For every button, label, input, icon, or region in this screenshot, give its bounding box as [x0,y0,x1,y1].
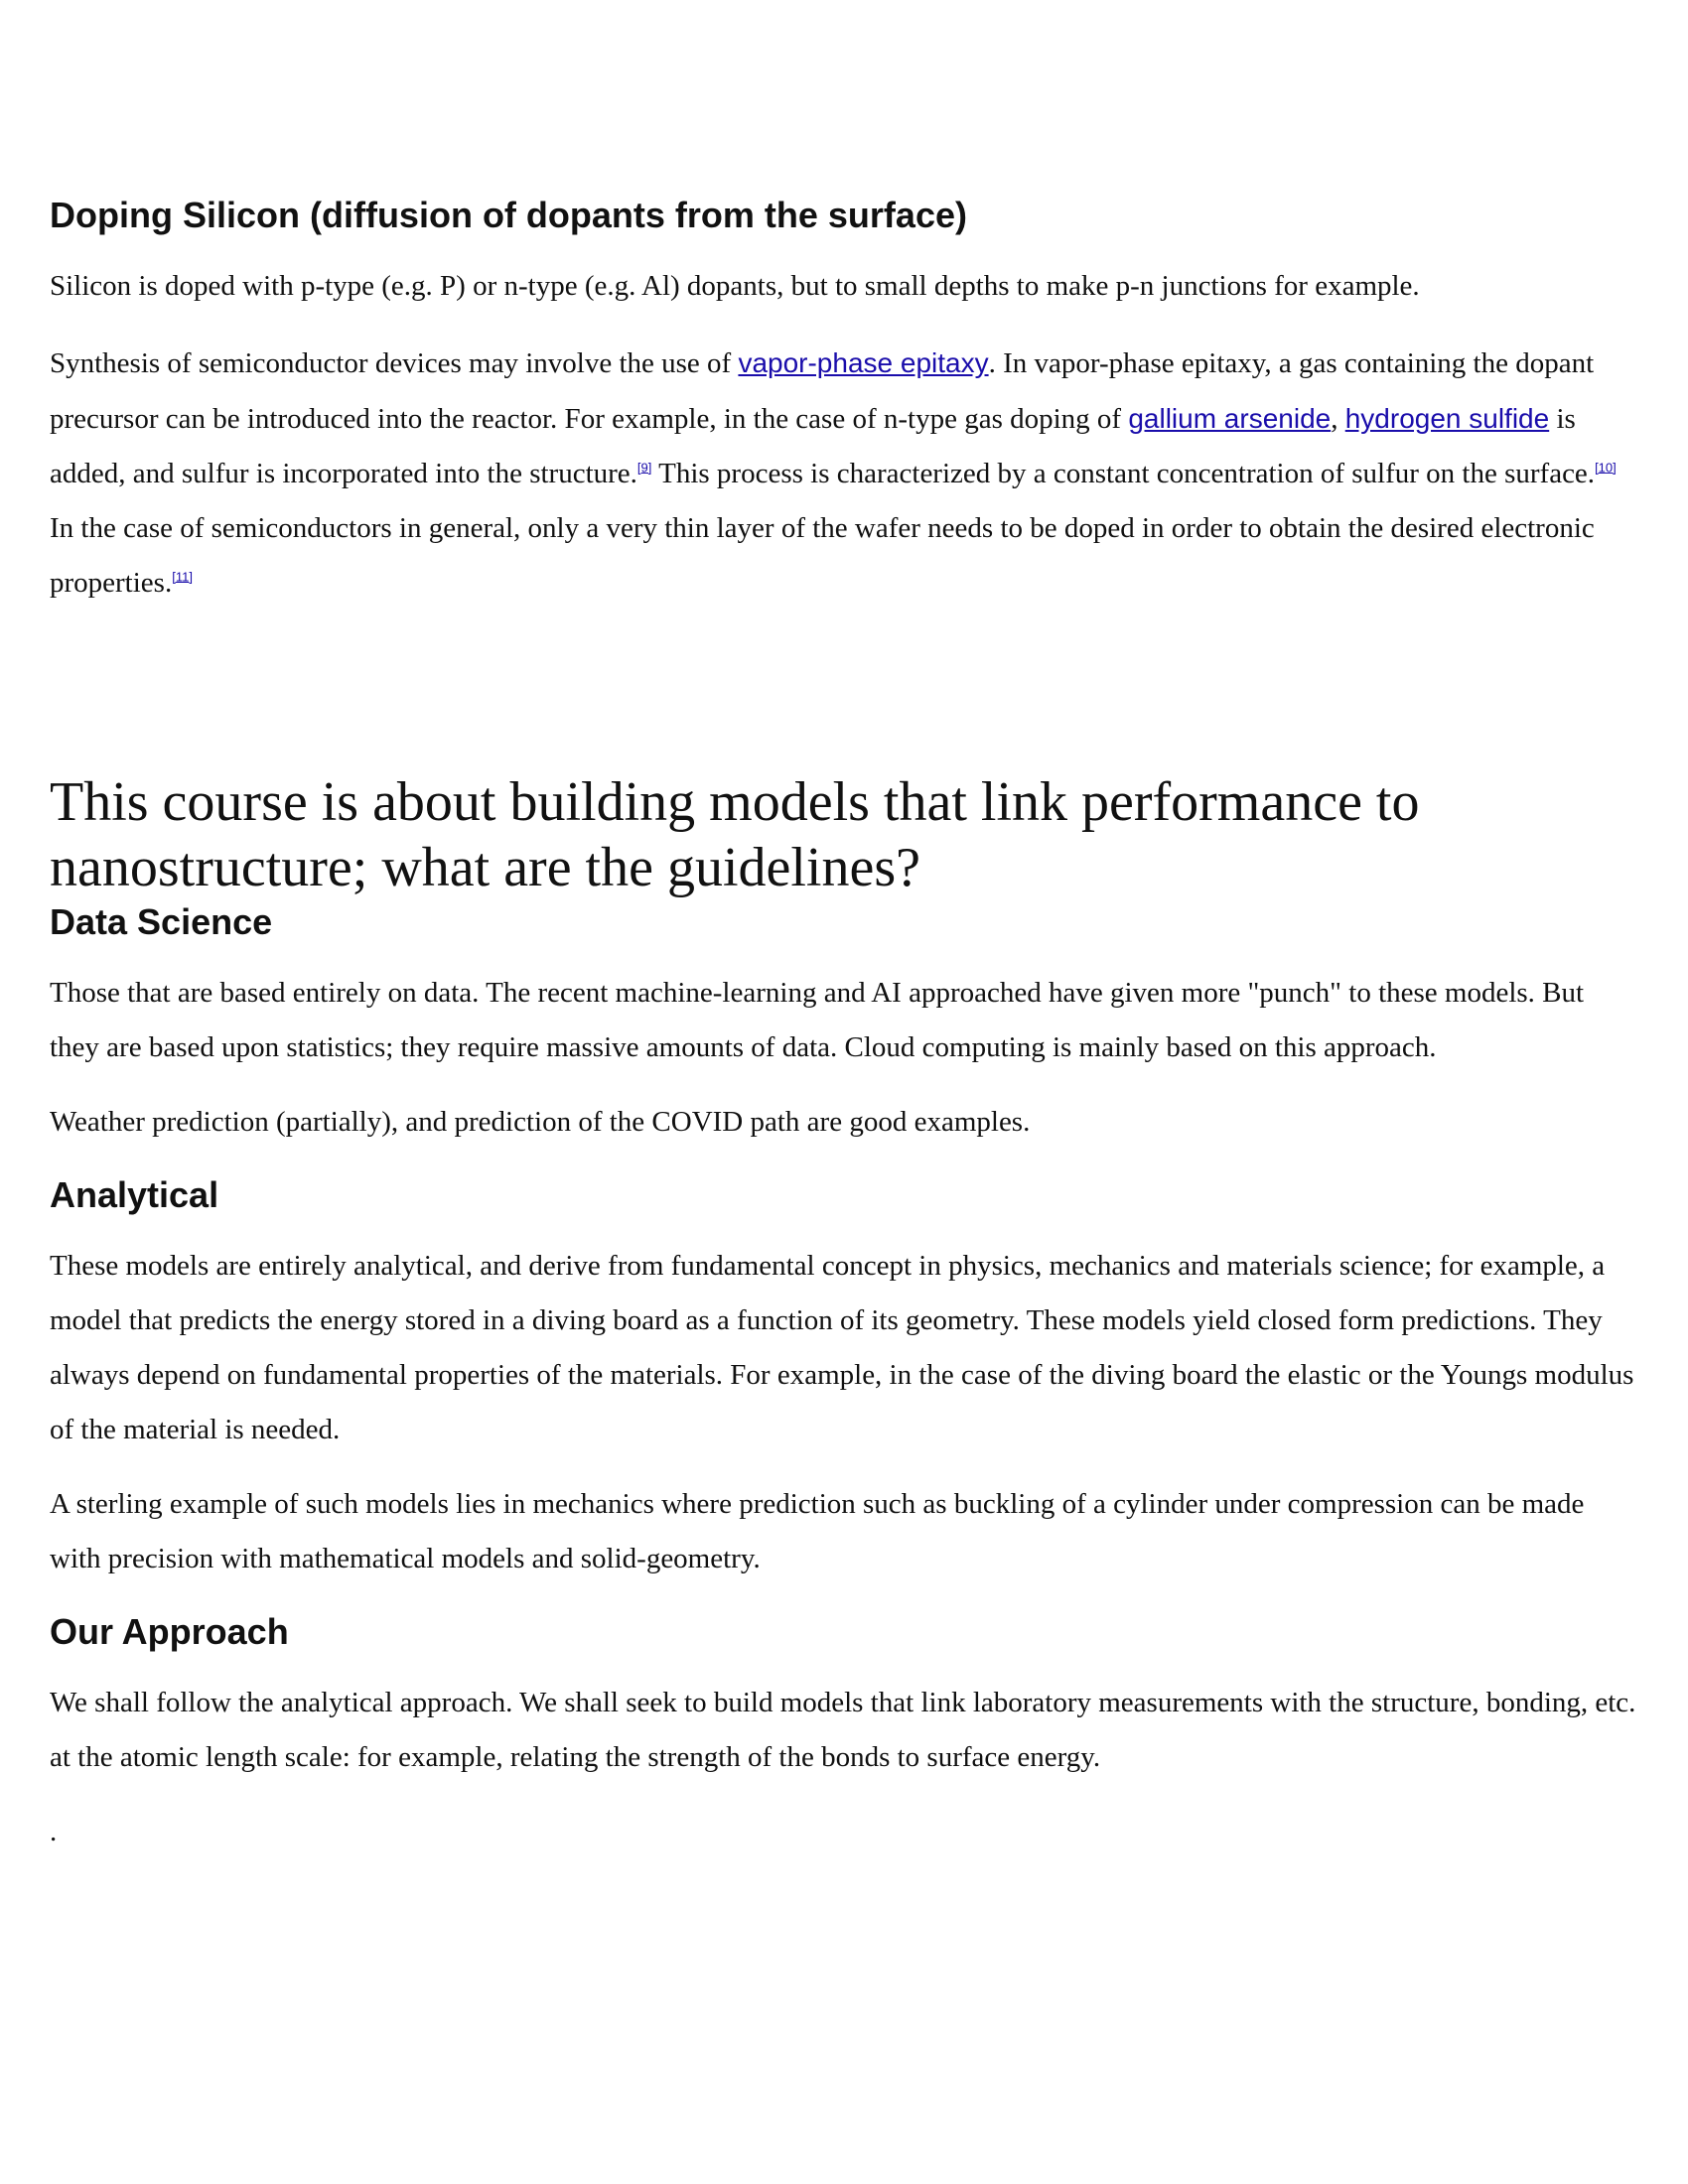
doping-text-1: Synthesis of semiconductor devices may involve the use of [50,347,739,379]
reference-11-link[interactable]: [11] [172,569,193,585]
our-approach-heading: Our Approach [50,1611,289,1652]
doping-paragraph-2 [50,336,1638,611]
course-title: This course is about building models that link performance to nanostructure; what are the guidelines? [50,771,1420,898]
analytical-paragraph-1: These models are entirely analytical, and derive from fundamental concept in physics, mechanics and materials science; for example, a model that predicts the energy stored in a diving board as a function of its geometry. These models yield closed form predictions. They always depend on fundamental properties of the materials. For example, in the case of the diving board the elastic or the Youngs modulus of the material is needed. [50,1250,1634,1445]
data-science-paragraph-1: Those that are based entirely on data. The recent machine-learning and AI approached have given more "punch" to these models. But they are based upon statistics; they require massive amounts of data. Cloud computing is mainly based on this approach. [50,977,1585,1063]
analytical-heading: Analytical [50,1174,219,1215]
analytical-paragraph-2: A sterling example of such models lies in mechanics where prediction such as buckling of a cylinder under compression can be made with precision with mathematical models and solid-geometry. [50,1488,1585,1574]
data-science-heading: Data Science [50,901,273,942]
data-science-paragraph-2: Weather prediction (partially), and prediction of the COVID path are good examples. [50,1106,1031,1138]
vapor-phase-epitaxy-link[interactable]: vapor-phase epitaxy [738,347,989,378]
doping-paragraph-1: Silicon is doped with p-type (e.g. P) or n-type (e.g. Al) dopants, but to small depths to make p-n junctions for example. [50,270,1420,302]
doping-text-4: is added, and sulfur is incorporated into the structure. [50,403,1576,489]
hydrogen-sulfide-link[interactable]: hydrogen sulfide [1344,403,1550,434]
our-approach-paragraph-1: We shall follow the analytical approach. We shall seek to build models that link laboratory measurements with the structure, bonding, etc. at the atomic length scale: for example, relating the strength of the bonds to surface energy. [50,1687,1636,1773]
reference-10-link[interactable]: [10] [1595,460,1617,476]
document-page [50,194,1638,1859]
doping-text-2: . In vapor-phase epitaxy, a gas containing the dopant precursor can be introduced into the reactor. For example, in the case of n-type gas doping of [50,347,1595,435]
doping-text-6: In the case of semiconductors in general, only a very thin layer of the wafer needs to be doped in order to obtain the desired electronic properties. [50,512,1595,599]
gallium-arsenide-link[interactable]: gallium arsenide [1128,403,1332,434]
trailing-dot: . [50,1816,58,1847]
doping-text-5: This process is characterized by a constant concentration of sulfur on the surface. [651,458,1596,489]
reference-9-link[interactable]: [9] [636,460,652,476]
doping-text-3: , [1331,403,1345,435]
doping-heading: Doping Silicon (diffusion of dopants from the surface) [50,195,967,235]
